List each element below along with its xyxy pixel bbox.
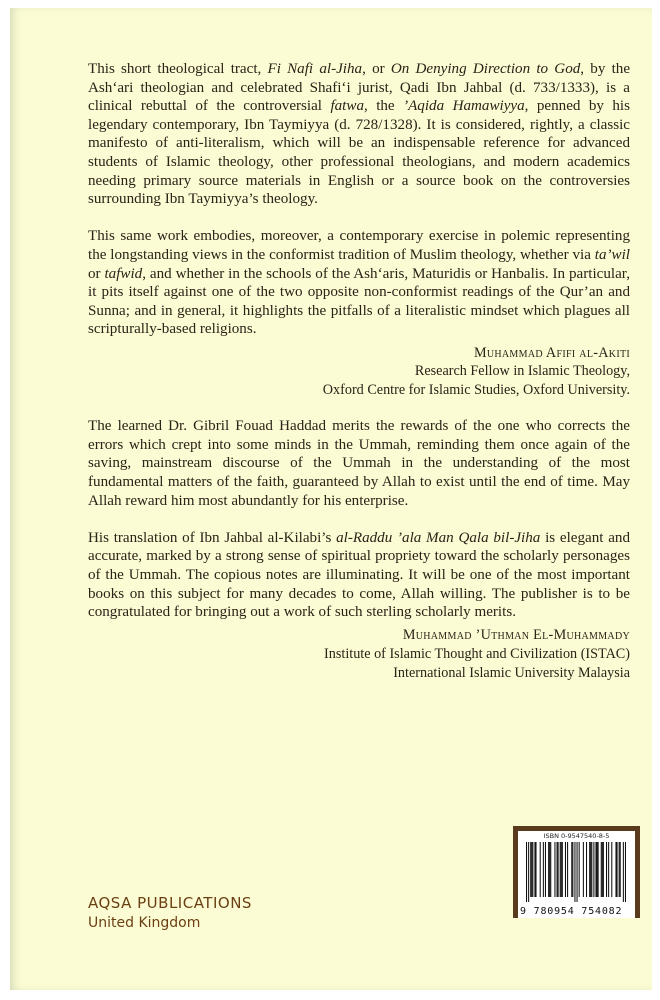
barcode-bar [611, 842, 612, 897]
barcode-bar [586, 842, 587, 897]
barcode-bar [623, 842, 624, 902]
barcode-label [518, 831, 635, 918]
italic-title-text: fatwa [330, 98, 364, 115]
italic-title-text: Fi Nafi al-Jiha [267, 61, 363, 77]
barcode-bar [597, 842, 598, 897]
barcode-bar [572, 842, 573, 897]
barcode-bar [595, 842, 596, 897]
barcode-bar [526, 842, 527, 902]
barcode-bar [608, 842, 609, 897]
barcode-bar [545, 842, 546, 897]
barcode-bar [543, 842, 544, 897]
blurb-paragraph [88, 60, 630, 209]
paragraph-text: is elegant and accurate, marked by a strong sense of spiritual propriety toward the scholarly personages of the Ummah. The copious notes are illuminating. It will be one of the most important books on this subject for many decades to come, Allah willing. The publisher is to be congratulated for bringing out a work of such sterling scholarly merits. [88, 529, 630, 621]
italic-title-text: tafwid [104, 265, 143, 282]
endorser-affiliation: International Islamic University Malaysia [393, 664, 630, 681]
endorser-name: Muhammad Afifi al-Akiti [473, 344, 630, 361]
paragraph-text: , by the Ash‘ari theologian and celebrated Shafi‘i jurist, Qadi Ibn Jahbal (d. 733/1333), is a clinical rebuttal of the controversial [88, 61, 631, 115]
endorser-affiliation: Oxford Centre for Islamic Studies, Oxford University. [322, 381, 630, 398]
blurb-text-block [88, 60, 630, 700]
barcode-bar [534, 842, 535, 897]
barcode-bar [589, 842, 590, 897]
endorsement-attribution [88, 344, 630, 400]
paragraph-text: , the [364, 98, 404, 115]
paragraph-text: , and whether in the schools of the Ash‘aris, Maturidis or Hanbalis. In particular, it pits itself against one of the two opposite non-conformist readings of the Qur’an and Sunna; and in general, it highlights the pitfalls of a literalistic mindset which plagues all scripturally-based religions. [88, 265, 630, 338]
paragraph-text: , or [362, 61, 391, 77]
barcode-bar [615, 842, 616, 897]
barcode-bar [603, 842, 604, 897]
barcode-bar [530, 842, 531, 897]
barcode-bar [558, 842, 559, 897]
blurb-paragraph [88, 227, 630, 339]
paragraph-text: The learned Dr. Gibril Fouad Haddad merits the rewards of the one who corrects the errors which crept into some minds in the Ummah, reminding them once again of the saving, mainstream discourse of the Ummah in the understanding of the most fundamental matters of the faith, guaranteed by Allah to exist until the end of time. May Allah reward him most abundantly for his enterprise. [88, 418, 630, 509]
endorser-title: Institute of Islamic Thought and Civilization (ISTAC) [324, 646, 630, 662]
book-back-cover [10, 8, 652, 990]
barcode-bar [567, 842, 568, 897]
ean-digits: 9 780954 754082 [520, 906, 623, 917]
barcode-bar [619, 842, 620, 897]
publisher-name: AQSA PUBLICATIONS [88, 894, 252, 912]
barcode-bar [577, 842, 578, 902]
italic-title-text: al-Raddu ’ala Man Qala bil-Jiha [336, 529, 541, 546]
barcode-bar [548, 842, 549, 897]
publisher-imprint [88, 893, 252, 933]
barcode-bar [571, 842, 572, 897]
barcode-bar [579, 842, 580, 897]
barcode-bar [554, 842, 555, 897]
barcode-bar [549, 842, 550, 897]
italic-title-text: ta’wil [594, 246, 630, 263]
barcode-bar [535, 842, 536, 897]
barcode-bar [593, 842, 594, 897]
barcode-bar [606, 842, 607, 897]
paragraph-text: This same work embodies, moreover, a contemporary exercise in polemic representing the longstanding views in the conformist tradition of Muslim theology, whether via [88, 228, 630, 263]
barcode-bar [561, 842, 562, 897]
blurb-paragraph [88, 529, 630, 622]
barcode-bar [562, 842, 563, 897]
barcode-bar [528, 842, 529, 902]
isbn-text: ISBN 0-9547540-8-5 [543, 832, 610, 840]
barcode-bar [598, 842, 599, 897]
barcode-bar [550, 842, 551, 897]
barcode-bar [601, 842, 602, 897]
barcode-bar [565, 842, 566, 897]
paragraph-text: or [88, 265, 105, 282]
italic-title-text: On Denying Direction to God [390, 61, 581, 77]
barcode-bar [625, 842, 626, 902]
barcode-bar [560, 842, 561, 897]
barcode-bar [590, 842, 591, 897]
endorser-title: Research Fellow in Islamic Theology, [414, 363, 630, 380]
barcode-bar [602, 842, 603, 897]
barcode-bar [583, 842, 584, 897]
blurb-paragraph [88, 417, 630, 510]
isbn-barcode [513, 826, 640, 918]
paragraph-text: His translation of Ibn Jahbal al-Kilabi’s [88, 529, 337, 546]
publisher-country: United Kingdom [88, 915, 201, 931]
barcode-bar [617, 842, 618, 897]
paragraph-text: , penned by his legendary contemporary, Ibn Taymiyya (d. 728/1328). It is considered, rightly, a classic manifesto of anti-literalism, which will be an indispensable reference for advanced students of Islamic theology, other professional theologians, and modern academics needing primary source materials in English or a source book on the controversies surrounding Ibn Taymiyya’s theology. [88, 98, 630, 208]
barcode-bar [540, 842, 541, 897]
barcode-bar [591, 842, 592, 897]
barcode-bar [620, 842, 621, 897]
barcode-bar [531, 842, 532, 897]
barcode-bars-icon [526, 842, 626, 902]
barcode-bar [532, 842, 533, 897]
paragraph-text: This short theological tract, [88, 61, 268, 77]
endorser-name: Muhammad ’Uthman El-Muhammady [402, 627, 630, 644]
barcode-bar [557, 842, 558, 897]
endorsement-attribution [88, 626, 630, 682]
barcode-bar [574, 842, 575, 902]
italic-title-text: ’Aqida Hamawiyya [403, 98, 525, 115]
